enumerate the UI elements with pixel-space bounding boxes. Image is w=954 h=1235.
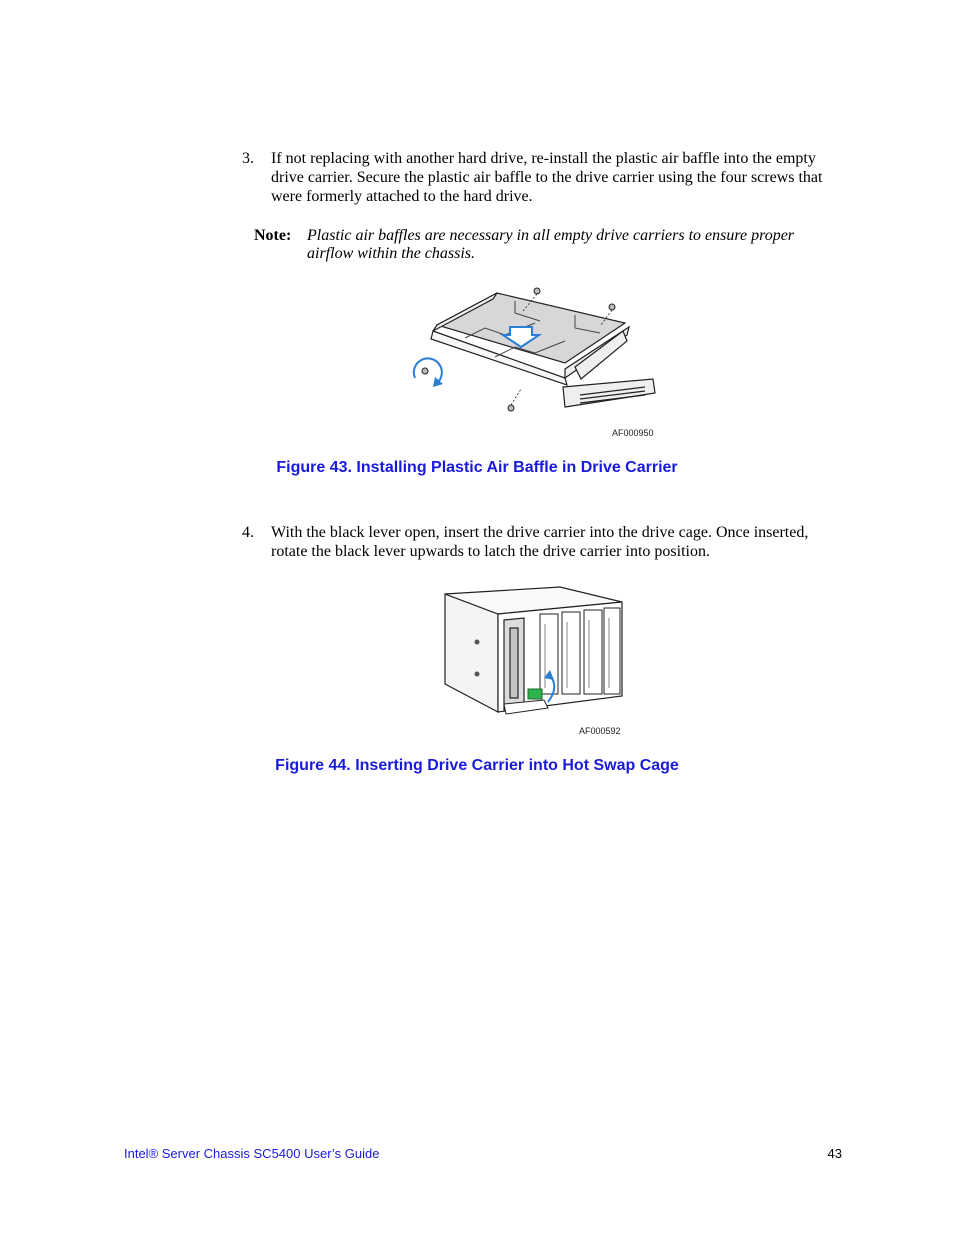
figure-caption: Figure 44. Inserting Drive Carrier into Hot Swap Cage: [275, 757, 679, 774]
note-text: Plastic air baffles are necessary in all empty drive carriers to ensure proper airflow within the chassis.: [307, 227, 795, 262]
green-latch: [528, 689, 542, 699]
drive-bay: [540, 608, 620, 694]
step-text: If not replacing with another hard drive, re-install the plastic air baffle into the empty drive carrier. Secure the plastic air baffle to the drive carrier using the four screws that were formerly attached to the hard drive.: [271, 150, 823, 205]
figure-code: AF000592: [579, 726, 621, 736]
footer-title: Intel® Server Chassis SC5400 User’s Guide: [124, 1146, 380, 1161]
figure-43-illustration: [405, 283, 665, 418]
rotate-arrow-icon: [414, 358, 443, 387]
note-label: Note:: [254, 227, 292, 244]
figure-code: AF000950: [612, 428, 654, 438]
page-number: 43: [827, 1146, 842, 1161]
step-number: 4.: [242, 524, 254, 541]
step-number: 3.: [242, 150, 254, 167]
drive-carrier: [504, 618, 524, 710]
step-text: With the black lever open, insert the drive carrier into the drive cage. Once inserted, rotate the black lever upwards to latch the drive carrier into position.: [271, 524, 809, 560]
figure-caption: Figure 43. Installing Plastic Air Baffle in Drive Carrier: [276, 459, 678, 476]
figure-44-illustration: [440, 584, 630, 719]
